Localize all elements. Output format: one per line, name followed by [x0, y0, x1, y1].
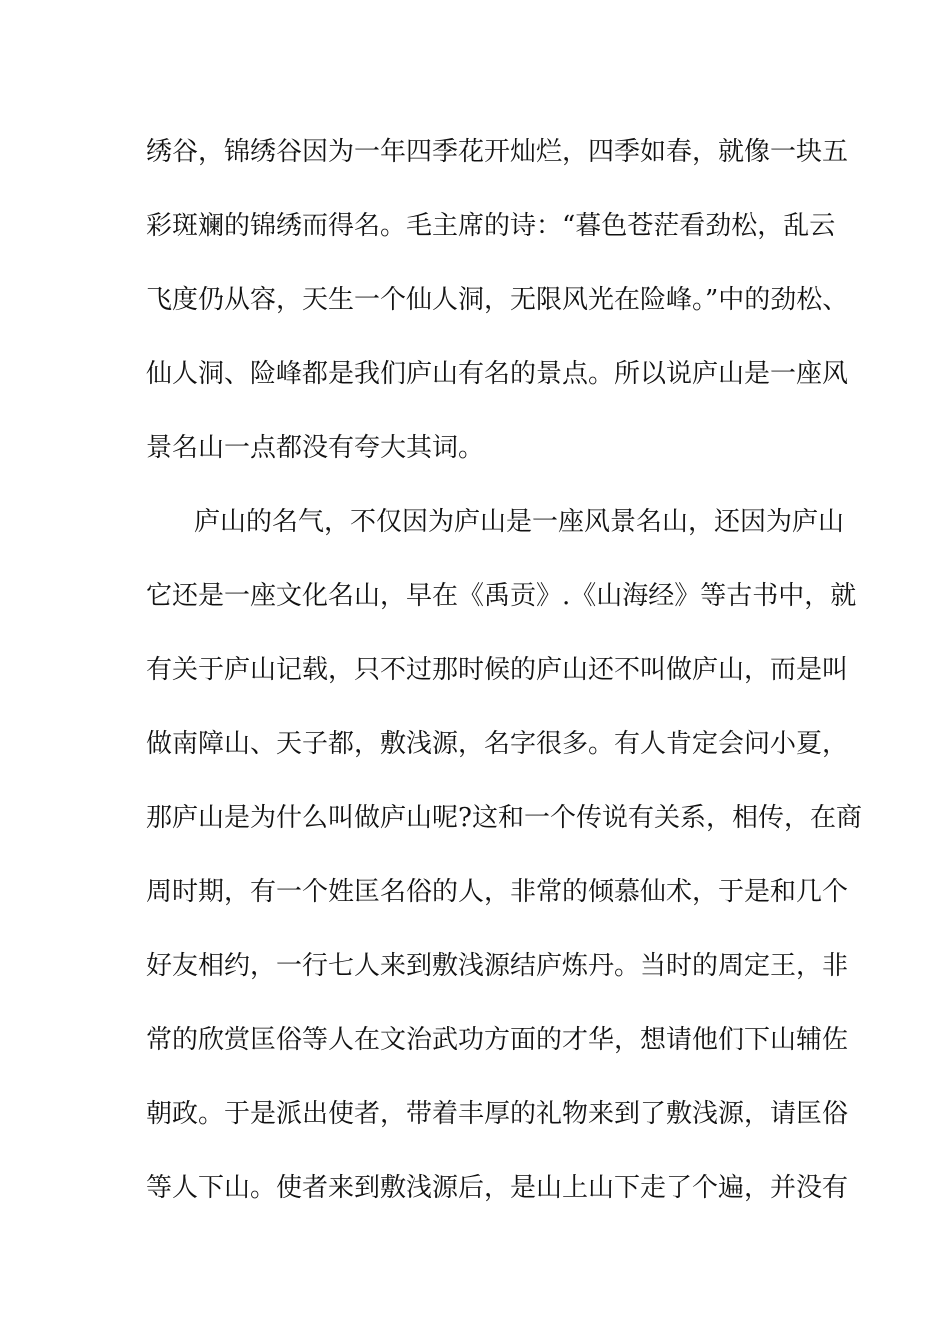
text-line: 朝政。于是派出使者，带着丰厚的礼物来到了敷浅源，请匡俗: [146, 1099, 849, 1129]
text-line: 景名山一点都没有夸大其词。: [146, 433, 485, 463]
text-line: 有关于庐山记载，只不过那时候的庐山还不叫做庐山，而是叫: [146, 655, 849, 685]
text-line: 仙人洞、险峰都是我们庐山有名的景点。所以说庐山是一座风: [146, 359, 849, 389]
text-line: 飞度仍从容，天生一个仙人洞，无限风光在险峰。”中的劲松、: [146, 285, 849, 315]
paragraph-start-line: 庐山的名气，不仅因为庐山是一座风景名山，还因为庐山: [194, 507, 845, 537]
text-line: 那庐山是为什么叫做庐山呢?这和一个传说有关系，相传，在商: [146, 803, 862, 833]
text-line: 做南障山、天子都，敷浅源，名字很多。有人肯定会问小夏，: [146, 729, 849, 759]
text-line: 好友相约，一行七人来到敷浅源结庐炼丹。当时的周定王，非: [146, 951, 849, 981]
text-line: 常的欣赏匡俗等人在文治武功方面的才华，想请他们下山辅佐: [146, 1025, 849, 1055]
body-text: [146, 130, 862, 1240]
text-line: 周时期，有一个姓匡名俗的人，非常的倾慕仙术，于是和几个: [146, 877, 849, 907]
text-line: 它还是一座文化名山，早在《禹贡》.《山海经》等古书中，就: [146, 581, 857, 611]
text-line: 等人下山。使者来到敷浅源后，是山上山下走了个遍，并没有: [146, 1173, 849, 1203]
text-line: 绣谷，锦绣谷因为一年四季花开灿烂，四季如春，就像一块五: [146, 137, 849, 167]
text-line: 彩斑斓的锦绣而得名。毛主席的诗：“暮色苍茫看劲松，乱云: [146, 211, 836, 241]
